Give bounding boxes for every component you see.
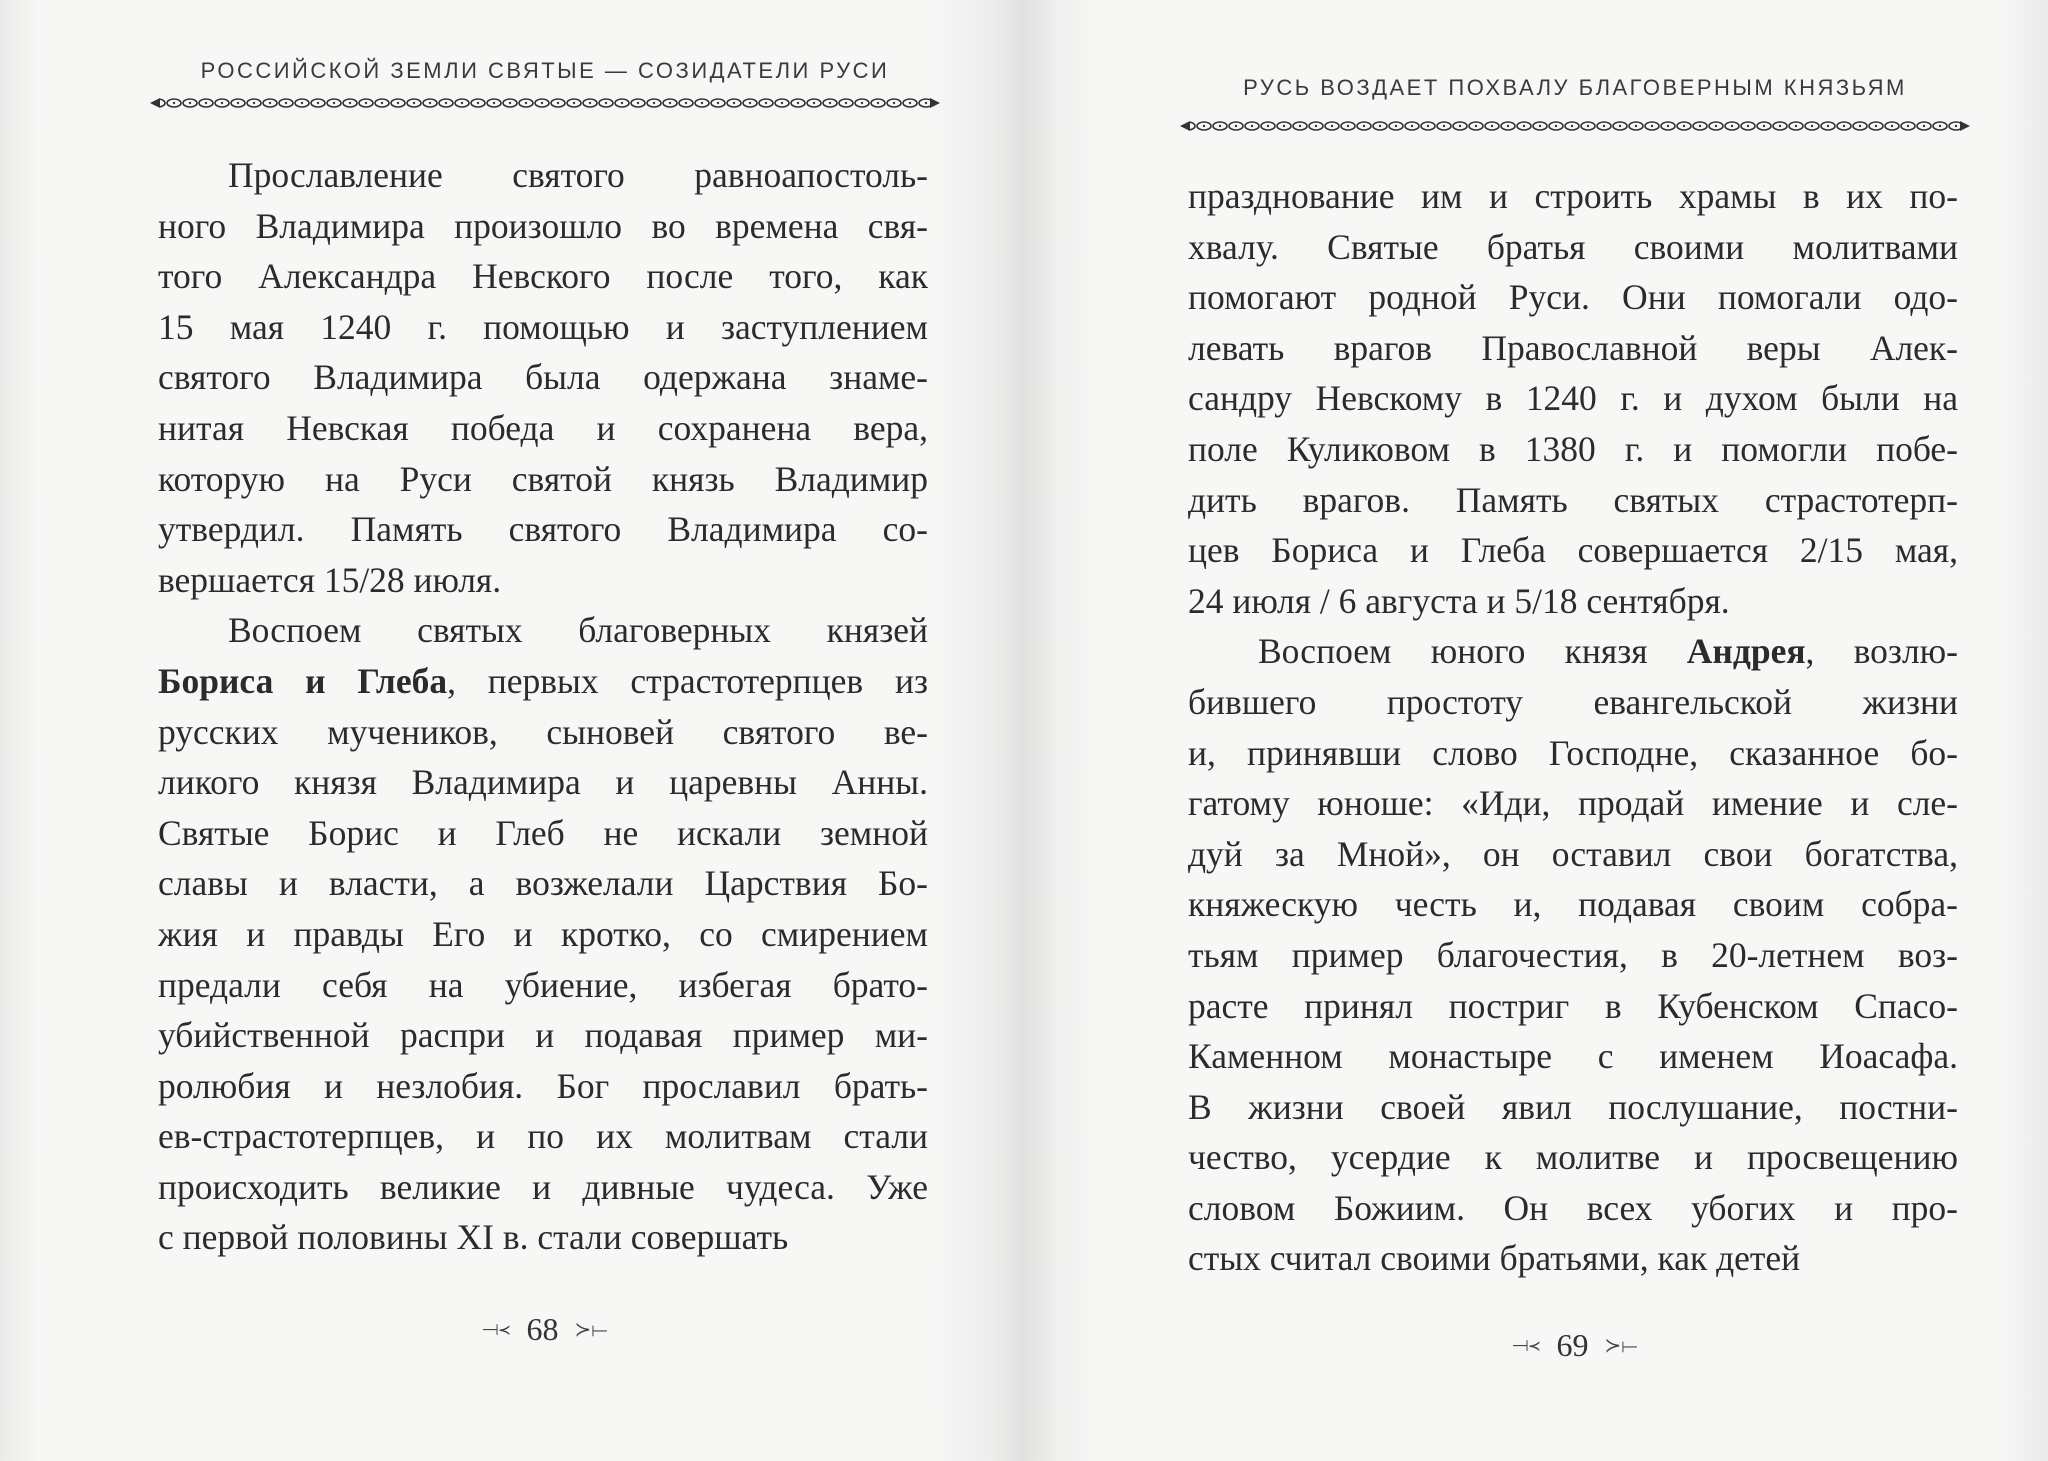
text-line — [158, 251, 928, 302]
text-line — [158, 454, 928, 505]
left-running-head: РОССИЙСКОЙ ЗЕМЛИ СВЯТЫЕ — СОЗИДАТЕЛИ РУСИ — [200, 58, 890, 83]
line-text: празднование им и строить храмы в их по- — [1188, 176, 1958, 216]
text-line — [158, 352, 928, 403]
text-line — [1188, 424, 1958, 475]
text-line — [158, 201, 928, 252]
left-page — [150, 0, 940, 1461]
line-text: сандру Невскому в 1240 г. и духом были на — [1188, 378, 1958, 419]
text-line — [158, 960, 928, 1011]
text-line — [1188, 981, 1958, 1032]
left-body-text — [158, 150, 928, 1263]
text-line — [158, 150, 928, 201]
bold-name: Андрея — [1686, 631, 1806, 672]
line-text: помогают родной Руси. Они помогали одо- — [1188, 277, 1958, 318]
line-text: Прославление святого равноапостоль- — [228, 155, 928, 195]
folio-ornament-left-icon: ⟞≺ — [482, 1318, 511, 1341]
text-line — [158, 1010, 928, 1061]
line-text: левать врагов Православной веры Алек- — [1188, 327, 1958, 368]
left-ornamental-rule — [150, 96, 940, 110]
page-number-right: 69 — [1556, 1327, 1589, 1364]
line-text: с первой половины XI в. стали совершать — [158, 1217, 789, 1258]
line-text: ного Владимира произошло во времена свя- — [158, 205, 928, 246]
line-text: дуй за Мной», он оставил свои богатства, — [1188, 833, 1958, 874]
line-text: тьям пример благочестия, в 20-летнем воз- — [1188, 934, 1958, 975]
text-line — [1188, 576, 1958, 627]
bold-name: Бориса и Глеба — [158, 660, 448, 701]
line-text: словом Божиим. Он всех убогих и про- — [1188, 1187, 1958, 1228]
line-text: жия и правды Его и кротко, со смирением — [158, 913, 928, 954]
text-line — [158, 504, 928, 555]
page-number-left: 68 — [526, 1311, 559, 1348]
text-line — [1188, 525, 1958, 576]
page-edge-shadow-right — [1998, 0, 2048, 1461]
braid-ornament-icon — [1180, 119, 1970, 133]
line-text: 24 июля / 6 августа и 5/18 сентября. — [1188, 580, 1730, 621]
line-text: которую на Руси святой князь Владимир — [158, 458, 928, 499]
text-line — [158, 605, 928, 656]
text-line — [158, 858, 928, 909]
text-line — [158, 555, 928, 606]
line-text: ликого князя Владимира и царевны Анны. — [158, 762, 928, 803]
text-line — [158, 757, 928, 808]
text-line — [1188, 1031, 1958, 1082]
right-folio — [1180, 1324, 1970, 1364]
text-line — [1188, 272, 1958, 323]
text-line — [1188, 829, 1958, 880]
text-line — [158, 909, 928, 960]
text-line — [1188, 1132, 1958, 1183]
line-text: нитая Невская победа и сохранена вера, — [158, 407, 928, 448]
line-text: гатому юноше: «Иди, продай имение и сле- — [1188, 783, 1958, 824]
braid-ornament-icon — [150, 96, 940, 110]
line-text: того Александра Невского после того, как — [158, 256, 928, 297]
text-line — [1188, 930, 1958, 981]
line-text: бившего простоту евангельской жизни — [1188, 681, 1958, 722]
line-text: русских мучеников, сыновей святого ве- — [158, 711, 928, 752]
line-text: ролюбия и незлобия. Бог прославил брать- — [158, 1065, 928, 1106]
text-line — [1188, 171, 1958, 222]
text-line — [1188, 222, 1958, 273]
right-page — [1180, 0, 1970, 1461]
line-text: В жизни своей явил послушание, постни- — [1188, 1086, 1958, 1127]
folio-ornament-right-icon: ≻⟝ — [1604, 1335, 1638, 1358]
line-text: , первых страстотерпцев из — [447, 660, 928, 701]
line-text: утвердил. Память святого Владимира со- — [158, 509, 928, 550]
line-text: славы и власти, а возжелали Царствия Бо- — [158, 863, 928, 904]
text-line — [158, 808, 928, 859]
text-line — [1188, 1183, 1958, 1234]
line-text: 15 мая 1240 г. помощью и заступлением — [158, 306, 928, 347]
text-line — [1188, 475, 1958, 526]
text-line — [1188, 626, 1958, 677]
line-text: Святые Борис и Глеб не искали земной — [158, 812, 928, 853]
text-line — [158, 1162, 928, 1213]
line-text: стых считал своими братьями, как детей — [1188, 1238, 1801, 1279]
line-text: чество, усердие к молитве и просвещению — [1188, 1137, 1958, 1178]
left-folio — [150, 1308, 940, 1348]
text-line — [1188, 677, 1958, 728]
text-line — [1188, 778, 1958, 829]
line-text: ев-страстотерпцев, и по их молитвам стали — [158, 1116, 928, 1157]
line-text: святого Владимира была одержана знаме- — [158, 357, 928, 398]
line-text: , возлю- — [1805, 631, 1958, 672]
text-line — [158, 656, 928, 707]
line-text: предали себя на убиение, избегая брато- — [158, 964, 928, 1005]
book-gutter — [930, 0, 1100, 1461]
line-text: княжескую честь и, подавая своим собра- — [1188, 884, 1958, 925]
text-line — [158, 302, 928, 353]
text-line — [1188, 879, 1958, 930]
folio-ornament-left-icon: ⟞≺ — [1512, 1334, 1541, 1357]
text-line — [1188, 1082, 1958, 1133]
line-text: цев Бориса и Глеба совершается 2/15 мая, — [1188, 530, 1958, 571]
line-text: вершается 15/28 июля. — [158, 559, 502, 600]
text-line — [1188, 373, 1958, 424]
line-text: расте принял постриг в Кубенском Спасо- — [1188, 985, 1958, 1026]
right-ornamental-rule — [1180, 119, 1970, 133]
line-text: Каменном монастыре с именем Иоасафа. — [1188, 1036, 1958, 1077]
line-text: убийственной распри и подавая пример ми- — [158, 1015, 928, 1056]
text-line — [1188, 323, 1958, 374]
line-text: Воспоем святых благоверных князей — [228, 610, 928, 651]
line-text: дить врагов. Память святых страстотерп- — [1188, 479, 1958, 520]
right-body-text — [1188, 171, 1958, 1284]
text-line — [1188, 728, 1958, 779]
line-text: хвалу. Святые братья своими молитвами — [1188, 226, 1958, 267]
text-line — [158, 1111, 928, 1162]
text-line — [158, 1212, 928, 1263]
text-line — [158, 403, 928, 454]
line-text: Воспоем юного князя — [1258, 631, 1687, 672]
page-edge-shadow-left — [0, 0, 40, 1461]
line-text: и, принявши слово Господне, сказанное бо- — [1188, 732, 1958, 773]
text-line — [158, 1061, 928, 1112]
text-line — [1188, 1233, 1958, 1284]
line-text: поле Куликовом в 1380 г. и помогли побе- — [1188, 428, 1958, 469]
text-line — [158, 707, 928, 758]
right-running-head: РУСЬ ВОЗДАЕТ ПОХВАЛУ БЛАГОВЕРНЫМ КНЯЗЬЯМ — [1243, 75, 1907, 100]
line-text: происходить великие и дивные чудеса. Уже — [158, 1166, 928, 1207]
folio-ornament-right-icon: ≻⟝ — [574, 1319, 608, 1342]
